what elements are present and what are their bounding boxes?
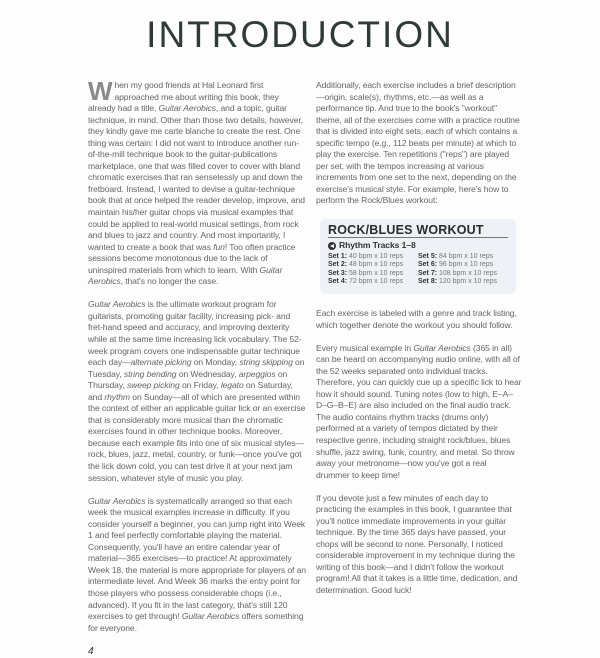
text-run: on Tuesday,	[88, 357, 305, 379]
italic-text: sweep picking	[126, 380, 180, 391]
set-entry	[328, 261, 418, 270]
paragraph	[316, 80, 522, 207]
audio-speaker-icon	[328, 242, 336, 250]
italic-text: arpeggios	[238, 368, 276, 379]
italic-text: Guitar Aerobics	[88, 495, 146, 506]
workout-box	[320, 219, 516, 294]
set-value: 96 bpm x 10 reps	[439, 261, 494, 269]
italic-text: Guitar Aerobics	[158, 103, 216, 114]
set-value: 72 bpm x 10 reps	[349, 278, 404, 286]
italic-text: fun	[213, 241, 225, 252]
set-entry	[328, 278, 418, 287]
italic-text: string bending	[123, 368, 177, 379]
text-run: on Sunday—all of which are presented within the context of either an applicable guitar lick or an exercise that is considerably more musical than the chromatic exercises found in other technique books. Moreover, because each example fits into one of six musical styles—rock, blues, jazz, metal, country, or funk—once you've got the lick down cold, you can test drive it at your next jam session, whatever style of music you play.	[88, 391, 306, 483]
set-entry	[418, 270, 508, 279]
italic-text: string skipping	[239, 357, 293, 368]
paragraph	[316, 308, 522, 331]
set-entry	[418, 261, 508, 270]
set-label: Set 4:	[328, 278, 348, 286]
text-run: on Monday,	[191, 357, 240, 368]
text-run: If you devote just a few minutes of each day to practicing the examples in this book, I guarantee that you'll notice immediate improvements in your guitar technique. By the time 365 days have passed, your chops will be second to none. Personally, I noticed considerable improvement in my technique during the writing of this book—and I didn't follow the workout program! All that it takes is a little time, dedication, and determination. Good luck!	[316, 492, 518, 596]
text-run: on Wednesday,	[176, 368, 239, 379]
italic-text: legato	[220, 380, 244, 391]
paragraph	[88, 299, 306, 484]
set-label: Set 1:	[328, 252, 348, 260]
rhythm-tracks-text: Rhythm Tracks 1–8	[339, 240, 416, 251]
text-run: Additionally, each exercise includes a brief description—origin, scale(s), rhythms, etc.—as well as a performance tip. And true to the book's "workout" theme, all of the exercises come with a practice routine that is divided into eight sets, each of which contains a specific tempo (e.g., 112 beats per minute) at which to play the exercise. Ten repetitions ("reps") are played per set, with the tempos increasing at various increments from one set to the next, depending on the exercise's musical style. For example, here's how to perform the Rock/Blues workout:	[316, 80, 520, 206]
set-entry	[328, 270, 418, 279]
paragraph	[88, 496, 306, 635]
rhythm-tracks-label	[328, 240, 508, 252]
text-run: , that's no longer the case.	[120, 276, 219, 287]
text-run: Each exercise is labeled with a genre and track listing, which together denote the workout you should follow.	[316, 307, 517, 330]
set-entry	[328, 253, 418, 262]
set-value: 108 bpm x 10 reps	[439, 269, 497, 277]
italic-text: Guitar Aerobics	[88, 264, 283, 287]
italic-text: rhythm	[104, 391, 130, 402]
workout-box-title: ROCK/BLUES WORKOUT	[328, 225, 508, 239]
drop-cap: W	[88, 76, 113, 106]
set-label: Set 5:	[418, 252, 438, 260]
set-entry	[418, 253, 508, 262]
text-run: offers something for everyone.	[88, 611, 304, 633]
text-run: Every musical example in	[316, 342, 414, 353]
left-column-text	[88, 76, 306, 634]
text-run: is systematically arranged so that each week the musical examples increase in difficulty. If you consider yourself a beginner, you can jump right into Week 1 and feel perfectly comfortable playing the material. Consequently, you'll have an entire calendar year of material—365 exercises—to practice! At approximately Week 18, the material is more appropriate for players of an intermediate level. And Week 36 marks the entry point for those players who possess considerable chops (i.e., advanced). If you fit in the last category, that's still 120 exercises to get through!	[88, 495, 306, 622]
text-run: is the ultimate workout program for guitarists, promoting guitar facility, increasing pick- and fret-hand speed and accuracy, and improving dexterity while at the same time increasing lick vocabulary. The 52-week program covers one indispensable guitar technique each day—	[88, 299, 302, 368]
text-run: hen my good friends at Hal Leonard first approached me about writing this book, they already had a title,	[88, 80, 279, 114]
set-entry	[418, 278, 508, 287]
set-label: Set 2:	[328, 261, 348, 269]
text-run: on Saturday, and	[88, 380, 293, 402]
right-column	[316, 80, 522, 608]
right-column-top	[316, 80, 522, 207]
text-run: on Thursday,	[88, 368, 288, 391]
italic-text: Guitar Aerobics	[181, 611, 240, 622]
text-run: (365 in all) can be heard on accompanying audio online, with all of the 52 weeks separated onto individual tracks. Therefore, you can quickly cue up a specific lick to hear how it should sound. Tuning notes (low to high, E–A–D–G–B–E) are also included on the final audio track. The audio contains rhythm tracks (drums only) performed at a variety of tempos dictated by their respective genre, including straight rock/blues, blues shuffle, jazz swing, funk, country, and metal. So throw away your metronome—now you've got a real drummer to keep time!	[316, 342, 522, 480]
italic-text: Guitar Aerobics	[413, 342, 471, 353]
set-value: 48 bpm x 10 reps	[349, 261, 404, 269]
set-value: 84 bpm x 10 reps	[439, 252, 494, 260]
paragraph	[88, 76, 306, 288]
set-label: Set 8:	[418, 278, 438, 286]
sets-grid	[328, 253, 508, 287]
text-run: ! Too often practice sessions become monotonous due to the lack of uninspired materials from which to learn. With	[88, 241, 296, 275]
italic-text: alternate picking	[130, 357, 192, 368]
right-column-bottom	[316, 308, 522, 597]
set-value: 120 bpm x 10 reps	[439, 278, 497, 286]
set-label: Set 3:	[328, 269, 348, 277]
set-label: Set 6:	[418, 261, 438, 269]
set-value: 40 bpm x 10 reps	[349, 252, 404, 260]
paragraph	[316, 343, 522, 482]
page-number: 4	[88, 645, 94, 657]
text-run: on Friday,	[179, 380, 221, 391]
page-title: INTRODUCTION	[146, 14, 454, 55]
italic-text: Guitar Aerobics	[88, 299, 146, 310]
set-value: 58 bpm x 10 reps	[349, 269, 404, 277]
text-run: , and a topic, guitar technique, in mind. Other than those two details, however, they kindly gave me carte blanche to create the rest. One thing was certain: I did not want to introduce another run-of-the-mill technique book to the guitar-publications marketplace, one that was filled cover to cover with bland chromatic exercises that ran senselessly up and down the fretboard. Instead, I wanted to devise a guitar-technique book that at once helped the reader develop, improve, and maintain his/her guitar chops via musical examples that could be applied to real-world musical settings, from rock and blues to jazz and country. And most importantly, I wanted to create a book that was	[88, 103, 305, 252]
set-label: Set 7:	[418, 269, 438, 277]
left-column	[88, 76, 306, 658]
paragraph	[316, 493, 522, 597]
